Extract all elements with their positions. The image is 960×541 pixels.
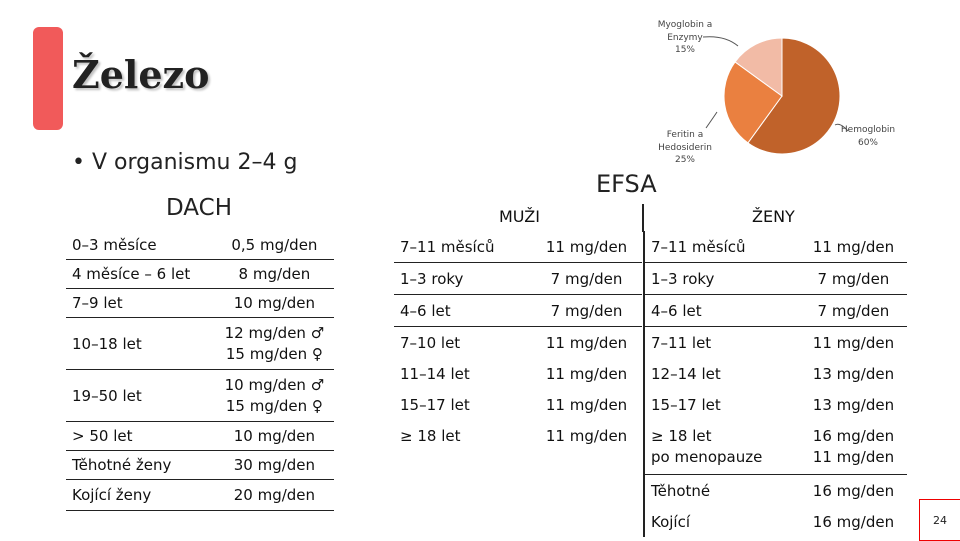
pie-label-line: Hemoglobin [840, 125, 896, 135]
table-row [394, 358, 642, 389]
table-row [66, 451, 334, 480]
age-group: 15–17 let [400, 395, 470, 414]
age-group: 1–3 roky [644, 263, 800, 295]
age-group-line: ≥ 18 let [651, 427, 712, 445]
iron-value: 7 mg/den [531, 263, 642, 295]
iron-value: 11 mg/den [812, 333, 895, 352]
iron-value-men: 12 mg/den ♂ [224, 323, 325, 342]
age-group: 4–6 let [644, 295, 800, 327]
dach-table [66, 231, 334, 511]
page-number: 24 [919, 499, 960, 541]
age-group: Kojící [651, 512, 691, 531]
men-heading: MUŽI [499, 207, 540, 226]
table-row [66, 289, 334, 318]
iron-value: 0,5 mg/den [215, 231, 334, 260]
age-group: 7–10 let [400, 333, 461, 352]
pie-label-line: 15% [674, 45, 695, 55]
age-group: 12–14 let [651, 364, 721, 383]
iron-value: 7 mg/den [800, 263, 907, 295]
bullet-text: • V organismu 2–4 g [72, 150, 298, 175]
table-row [66, 231, 334, 260]
iron-value-line: 16 mg/den [812, 427, 895, 445]
table-row [644, 263, 907, 295]
table-row [394, 295, 642, 327]
age-group: 15–17 let [651, 395, 721, 414]
age-group: > 50 let [66, 422, 215, 451]
iron-value: 11 mg/den [545, 364, 628, 383]
header-divider [642, 204, 644, 232]
efsa-men-table [394, 231, 642, 451]
age-group: Těhotné [651, 481, 711, 500]
table-row [644, 231, 907, 263]
pie-label-line: Feritin a [666, 130, 704, 140]
iron-value: 11 mg/den [545, 333, 628, 352]
iron-value: 11 mg/den [545, 426, 628, 445]
iron-value: 20 mg/den [215, 480, 334, 511]
age-group: 19–50 let [66, 370, 215, 422]
age-group: 0–3 měsíce [66, 231, 215, 260]
table-row [394, 420, 642, 451]
age-group: 7–11 měsíců [394, 231, 531, 263]
table-row [394, 263, 642, 295]
age-group: 4–6 let [394, 295, 531, 327]
iron-value: 7 mg/den [531, 295, 642, 327]
iron-value-women: 15 mg/den ♀ [225, 396, 323, 415]
iron-value: 10 mg/den [215, 422, 334, 451]
pie-label-line: Hedosiderin [658, 142, 712, 153]
iron-value [215, 318, 334, 370]
iron-value: 11 mg/den [545, 395, 628, 414]
efsa-heading: EFSA [596, 170, 657, 198]
iron-value-line: 11 mg/den [812, 448, 895, 466]
age-group: 7–11 let [651, 333, 712, 352]
iron-value: 16 mg/den [812, 481, 895, 500]
table-row [66, 370, 334, 422]
iron-value [215, 370, 334, 422]
age-group: 4 měsíce – 6 let [66, 260, 215, 289]
pie-label-line: Enzymy [667, 32, 703, 43]
iron-distribution-pie [722, 36, 842, 156]
iron-value-women: 15 mg/den ♀ [225, 344, 323, 363]
table-row [394, 327, 642, 359]
table-row [644, 358, 907, 389]
pie-label-line: Myoglobin a [657, 20, 713, 30]
table-row [66, 480, 334, 511]
age-group: Těhotné ženy [66, 451, 215, 480]
pie-label-line: 25% [674, 155, 695, 165]
dach-heading: DACH [166, 195, 232, 221]
table-row [644, 420, 907, 475]
table-row [644, 506, 907, 537]
accent-bar [33, 27, 63, 130]
table-row [644, 389, 907, 420]
table-row [644, 475, 907, 507]
pie-label-myoglobin [650, 19, 720, 57]
women-heading: ŽENY [752, 207, 795, 226]
age-group [644, 420, 800, 475]
table-row [66, 422, 334, 451]
slide-title: Železo [72, 52, 210, 97]
iron-value: 13 mg/den [812, 364, 895, 383]
iron-value-men: 10 mg/den ♂ [224, 375, 325, 394]
age-group: 10–18 let [66, 318, 215, 370]
pie-label-line: 60% [857, 137, 878, 148]
table-row [66, 318, 334, 370]
iron-value: 7 mg/den [800, 295, 907, 327]
iron-value [800, 420, 907, 475]
table-row [394, 231, 642, 263]
pie-label-hemoglobin [838, 124, 898, 149]
leader-line [706, 112, 717, 128]
iron-value: 11 mg/den [800, 231, 907, 263]
iron-value: 30 mg/den [215, 451, 334, 480]
iron-value: 13 mg/den [812, 395, 895, 414]
iron-value: 11 mg/den [531, 231, 642, 263]
table-row [66, 260, 334, 289]
age-group: 11–14 let [400, 364, 470, 383]
table-row [394, 389, 642, 420]
age-group: 7–9 let [66, 289, 215, 318]
table-row [644, 327, 907, 359]
efsa-women-table [643, 231, 907, 537]
age-group: ≥ 18 let [400, 426, 461, 445]
age-group: 7–11 měsíců [644, 231, 800, 263]
iron-value: 16 mg/den [812, 512, 895, 531]
pie-label-feritin [655, 129, 715, 167]
age-group: 1–3 roky [394, 263, 531, 295]
iron-value: 10 mg/den [215, 289, 334, 318]
age-group: Kojící ženy [66, 480, 215, 511]
age-group-line: po menopauze [651, 448, 763, 466]
table-row [644, 295, 907, 327]
iron-value: 8 mg/den [215, 260, 334, 289]
